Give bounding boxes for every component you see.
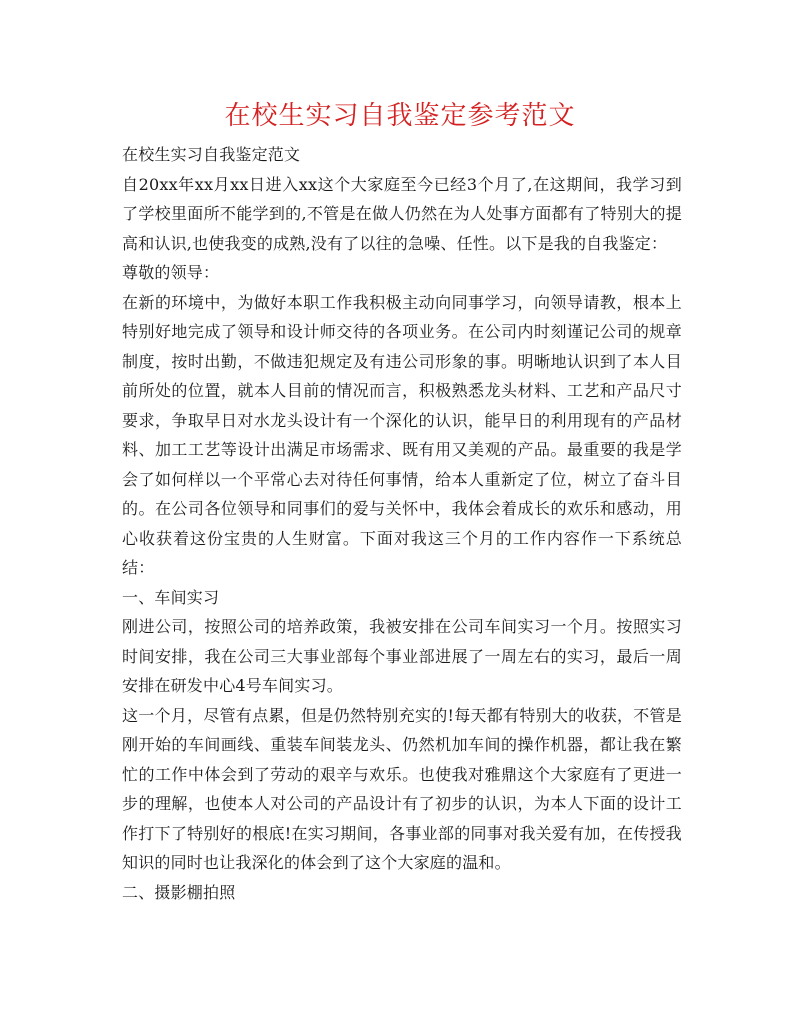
document-title: 在校生实习自我鉴定参考范文 (224, 101, 576, 131)
document-subtitle: 在校生实习自我鉴定范文 (122, 145, 301, 164)
intro-paragraph: 自20xx年xx月xx日进入xx这个大家庭至今已经3个月了,在这期间，我学习到了学校里面所不能学到的,不管是在做人仍然在为人处事方面都有了特别大的提高和认识,也使我变的成熟,没有了以往的急噪、任性。以下是我的自我鉴定： (122, 174, 682, 253)
body-paragraph: 在新的环境中，为做好本职工作我积极主动向同事学习，向领导请教，根本上特别好地完成了领导和设计师交待的各项业务。在公司内时刻谨记公司的规章制度，按时出勤，不做违犯规定及有违公司形象的事。明晰地认识到了本人目前所处的位置，就本人目前的情况而言，积极熟悉龙头材料、工艺和产品尺寸要求，争取早日对水龙头设计有一个深化的认识，能早日的利用现有的产品材料、加工工艺等设计出满足市场需求、既有用又美观的产品。最重要的我是学会了如何样以一个平常心去对待任何事情，给本人重新定了位，树立了奋斗目的。在公司各位领导和同事们的爱与关怀中，我体会着成长的欢乐和感动，用心收获着这份宝贵的人生财富。下面对我这三个月的工作内容作一下系统总结： (122, 292, 682, 577)
body-paragraph: 刚进公司，按照公司的培养政策，我被安排在公司车间实习一个月。按照实习时间安排，我在公司三大事业部每个事业部进展了一周左右的实习，最后一周安排在研发中心4号车间实习。 (122, 617, 682, 695)
document-body (122, 140, 682, 907)
body-paragraph: 这一个月，尽管有点累，但是仍然特别充实的!每天都有特别大的收获，不管是刚开始的车间画线、重装车间装龙头、仍然机加车间的操作机器，都让我在繁忙的工作中体会到了劳动的艰辛与欢乐。也使我对雅鼎这个大家庭有了更进一步的理解，也使本人对公司的产品设计有了初步的认识，为本人下面的设计工作打下了特别好的根底!在实习期间，各事业部的同事对我关爱有加，在传授我知识的同时也让我深化的体会到了这个大家庭的温和。 (122, 705, 682, 872)
section-heading-workshop: 一、车间实习 (122, 587, 220, 607)
section-heading-studio: 二、摄影棚拍照 (122, 882, 236, 902)
salutation: 尊敬的领导： (122, 263, 220, 282)
